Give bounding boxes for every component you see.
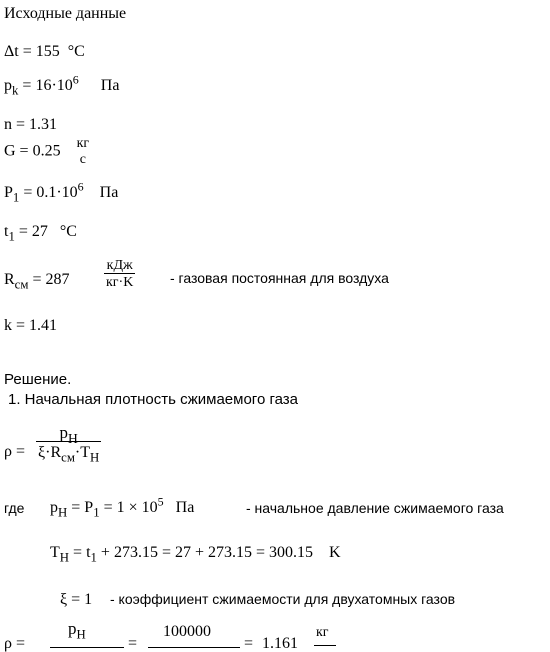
- n-line: n = 1.31: [4, 116, 58, 133]
- gde-label: где: [4, 500, 25, 516]
- rho-calc-eq2: =: [244, 635, 254, 652]
- rho-calc-unit-bar: [314, 645, 336, 646]
- TH-line: $T_H = t_1 + 273.15 = 27 + 273.15 = 300.15$ K: [50, 544, 341, 565]
- G-line: [4, 137, 91, 167]
- t1-unit: °C: [59, 223, 77, 240]
- rho-lhs: ρ =: [4, 443, 26, 460]
- dt-symbol: Δt: [4, 43, 19, 60]
- rho-calc-bar-2: [148, 647, 240, 648]
- rho-calc-eq: =: [128, 635, 138, 652]
- TH-value: 300.15: [269, 544, 314, 561]
- gde-equation: $p_H = P_1 = 1 \times 10^5$ Па: [50, 494, 195, 520]
- Rcm-unit-fraction: $\frac{\text{кДж}}{кг\cdot K}$: [106, 258, 134, 290]
- rho-calc-lhs: ρ =: [4, 635, 26, 652]
- step-1: 1. Начальная плотность сжимаемого газа: [8, 391, 298, 408]
- t1-line: $t_1 = 27$ °C: [4, 223, 77, 244]
- rho-calc-unit: кг: [316, 625, 329, 640]
- pk-unit: Па: [100, 77, 120, 94]
- rho-calc-num: $p_H$: [68, 619, 86, 642]
- rho-fraction: $\frac{p_H}{\xi\cdot R_{см}\cdot T_H}$: [38, 423, 100, 465]
- Rcm-line: $R_{см} = 287$: [4, 271, 70, 292]
- P1-value: 0.1·10: [36, 184, 78, 201]
- dt-unit: °C: [67, 43, 85, 60]
- Rcm-value: 287: [45, 271, 70, 288]
- rho-calc-bar-1: [50, 647, 124, 648]
- dt-value: 155: [35, 43, 60, 60]
- xi-comment: - коэффициент сжимаемости для двухатомных газов: [110, 591, 456, 607]
- gde-comment: - начальное давление сжимаемого газа: [246, 500, 504, 516]
- pk-line: $p_k = 16\cdot 10^6$ Па: [4, 72, 120, 98]
- rho-calc-num2: 100000: [163, 623, 211, 640]
- G-unit-fraction: кг с: [76, 136, 90, 167]
- P1-line: $P_1 = 0.1\cdot 10^6$ Па: [4, 179, 119, 205]
- heading: Исходные данные: [4, 5, 127, 22]
- pk-value: 16·10: [35, 77, 73, 94]
- G-lhs: G = 0.25: [4, 142, 61, 160]
- rho-calc-result: 1.161: [262, 635, 298, 652]
- t1-value: 27: [31, 223, 48, 240]
- solution-heading: Решение.: [4, 371, 72, 388]
- k-line: k = 1.41: [4, 317, 58, 334]
- Rcm-comment: - газовая постоянная для воздуха: [170, 270, 389, 286]
- dt-line: Δt = 155 °C: [4, 43, 85, 60]
- P1-unit: Па: [99, 184, 119, 201]
- xi-line: ξ = 1: [60, 591, 93, 608]
